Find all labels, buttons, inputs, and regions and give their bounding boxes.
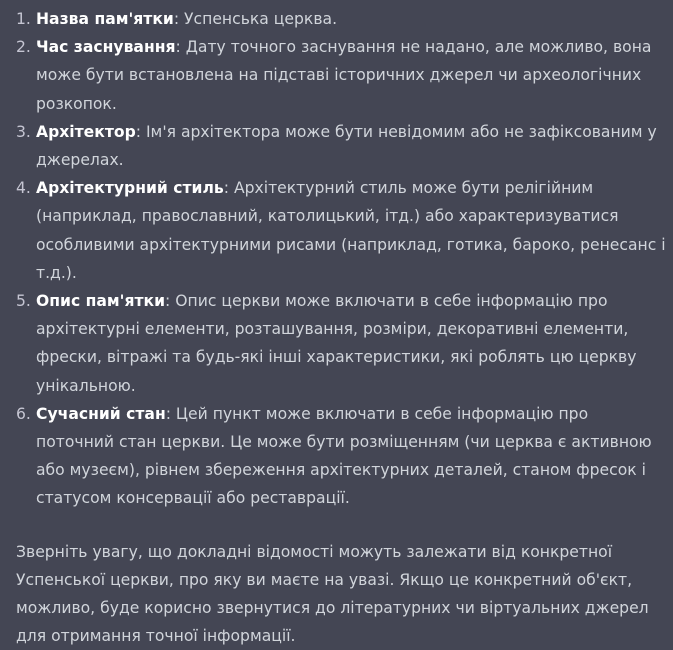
item-text: : Успенська церква.	[173, 10, 338, 28]
item-text: : Цей пункт може включати в себе інформацію про поточний стан церкви. Це може бути розміщенням (чи церква є активною або музеєм), рівнем збереження архітектурних деталей, станом фресок і статусом консервації або реставрації.	[36, 404, 652, 508]
list-item	[16, 287, 666, 400]
item-term: Назва пам'ятки	[36, 10, 174, 28]
list-item	[16, 400, 666, 513]
item-text: : Опис церкви може включати в себе інформацію про архітектурні елементи, розташування, розміри, декоративні елементи, фрески, вітражі та будь-які інші характеристики, які роблять цю церкву унікальною.	[36, 292, 637, 395]
list-item	[16, 5, 666, 33]
item-term: Час заснування	[36, 38, 176, 57]
numbered-list	[16, 5, 666, 513]
item-text: : Дату точного заснування не надано, але можливо, вона може бути встановлена на підставі історичних джерел чи археологічних розкопок.	[36, 38, 652, 113]
list-number: 2.	[16, 38, 31, 57]
item-text: : Архітектурний стиль може бути релігійним (наприклад, православний, католицький, ітд.) або характеризуватися особливими архітектурними рисами (наприклад, готика, бароко, ренесанс і т.д.).	[36, 179, 666, 282]
closing-note: Зверніть увагу, що докладні відомості можуть залежати від конкретної Успенської церкви, про яку ви маєте на увазі. Якщо це конкретний об'єкт, можливо, буде корисно звернутися до літературних чи віртуальних джерел для отримання точної інформації.	[16, 542, 649, 646]
list-number: 6.	[16, 404, 31, 423]
item-term: Архітектурний стиль	[36, 179, 224, 198]
item-term: Сучасний стан	[36, 404, 166, 423]
item-text: : Ім'я архітектора може бути невідомим або не зафіксованим у джерелах.	[36, 122, 657, 170]
list-number: 5.	[16, 292, 31, 311]
list-number: 1.	[16, 10, 31, 28]
list-number: 4.	[16, 179, 31, 198]
list-item	[16, 33, 666, 118]
list-number: 3.	[16, 122, 31, 141]
list-item	[16, 118, 666, 174]
item-term: Архітектор	[36, 122, 136, 141]
item-term: Опис пам'ятки	[36, 292, 166, 311]
list-item	[16, 174, 666, 287]
